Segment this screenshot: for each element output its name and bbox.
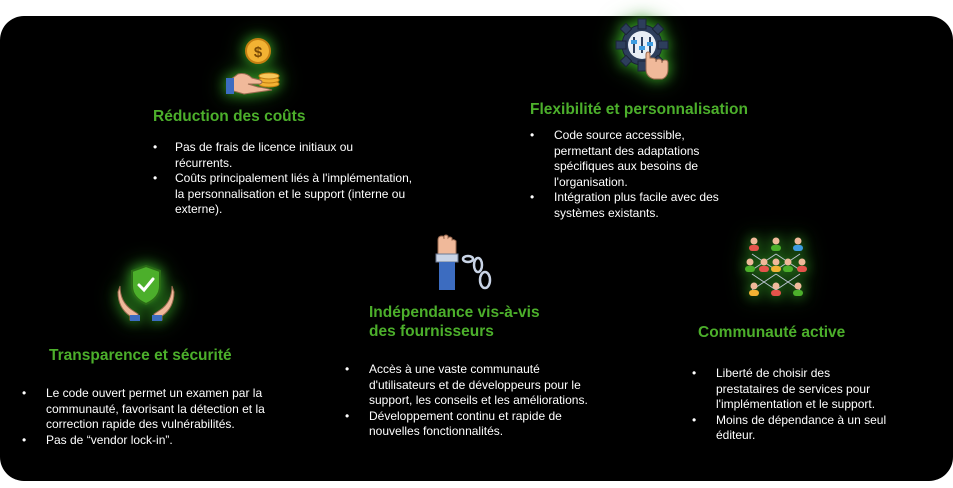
- title-transparence: Transparence et sécurité: [49, 347, 232, 364]
- list-communaute: [692, 366, 892, 444]
- bullet-transp-1: • Le code ouvert permet un examen par la communauté, favorisant la détection et la correction rapide des vulnérabilités.: [22, 386, 297, 433]
- community-network-icon: [742, 234, 810, 304]
- gear-touch-icon: [612, 15, 674, 85]
- block-transparence: [22, 346, 312, 448]
- block-flexibilite: [530, 100, 790, 221]
- block-independance: [345, 303, 615, 440]
- title-flexibilite: Flexibilité et personnalisation: [530, 101, 748, 118]
- list-transparence: [22, 386, 297, 448]
- title-independance-2: des fournisseurs: [369, 323, 494, 340]
- bullet-flex-1: • Code source accessible, permettant des adaptations spécifiques aux besoins de l'organisation.: [530, 128, 735, 190]
- list-independance: [345, 362, 601, 440]
- list-flexibilite: [530, 128, 735, 221]
- svg-text:$: $: [253, 44, 263, 61]
- title-communaute: Communauté active: [698, 324, 846, 341]
- bullet-couts-2: • Coûts principalement liés à l'implémentation, la personnalisation et le support (interne ou externe).: [153, 171, 413, 218]
- block-communaute: [692, 323, 932, 444]
- bullet-flex-2: • Intégration plus facile avec des systèmes existants.: [530, 190, 735, 221]
- block-reduction-couts: [153, 107, 413, 218]
- bullet-indep-2: • Développement continu et rapide de nouvelles fonctionnalités.: [345, 409, 601, 440]
- bullet-comm-2: • Moins de dépendance à un seul éditeur.: [692, 413, 892, 444]
- bullet-couts-1: • Pas de frais de licence initiaux ou récurrents.: [153, 140, 413, 171]
- coins-hand-icon: [224, 34, 288, 98]
- bullet-transp-2: • Pas de “vendor lock-in”.: [22, 433, 297, 449]
- title-reduction-couts: Réduction des coûts: [153, 108, 306, 125]
- broken-chain-hand-icon: [430, 232, 504, 294]
- title-independance-1: Indépendance vis-à-vis: [369, 304, 540, 321]
- shield-hands-icon: [116, 262, 176, 322]
- bullet-indep-1: • Accès à une vaste communauté d'utilisateurs et de développeurs pour le support, les conseils et les améliorations.: [345, 362, 601, 409]
- list-reduction-couts: [153, 140, 413, 218]
- bullet-comm-1: • Liberté de choisir des prestataires de services pour l'implémentation et le support.: [692, 366, 892, 413]
